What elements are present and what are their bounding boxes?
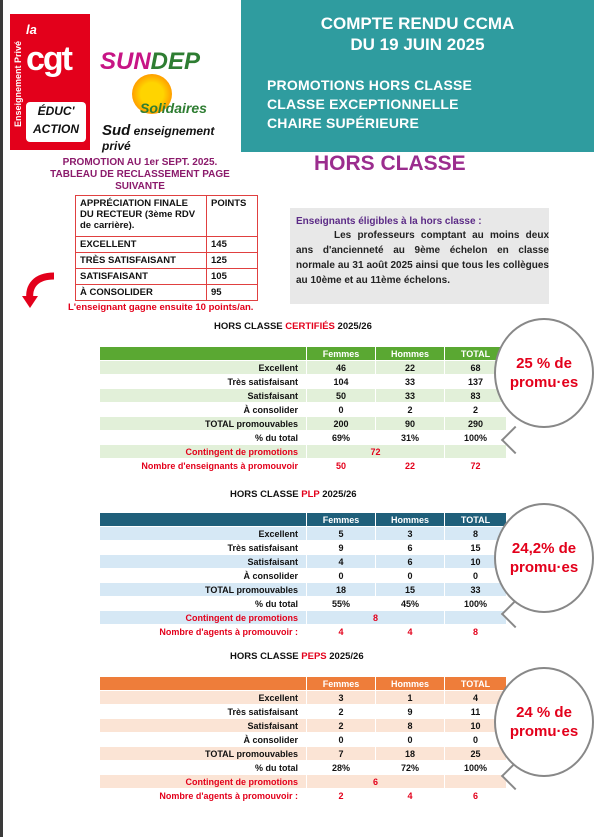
table-row: TOTAL promouvables 7 18 25 xyxy=(100,747,507,761)
table-row: TOTAL promouvables 200 90 290 xyxy=(100,417,507,431)
subtitle-hors-classe: PROMOTIONS HORS CLASSE xyxy=(267,77,473,93)
contingent-row: Contingent de promotions 6 xyxy=(100,775,507,789)
promote-row: Nombre d'agents à promouvoir : 2 4 6 xyxy=(100,789,507,803)
promotion-rate-bubble: 24 % de promu·es xyxy=(494,667,594,777)
gain-note: L'enseignant gagne ensuite 10 points/an. xyxy=(68,302,254,313)
curved-arrow-icon xyxy=(22,270,62,310)
table-row: Très satisfaisant 9 6 15 xyxy=(100,541,507,555)
promotion-stats-table xyxy=(99,676,507,803)
section-title: HORS CLASSE PEPS 2025/26 xyxy=(230,651,364,662)
table-row: Très satisfaisant 104 33 137 xyxy=(100,375,507,389)
table-row: % du total 69% 31% 100% xyxy=(100,431,507,445)
eligibility-title: Enseignants éligibles à la hors classe : xyxy=(296,216,482,227)
appreciation-points-table xyxy=(75,195,258,301)
promotion-stats-table xyxy=(99,512,507,639)
cgt-logo: Enseignement Privé la cgt ÉDUC' ACTION xyxy=(10,14,90,150)
table-row: Satisfaisant 4 6 10 xyxy=(100,555,507,569)
table-row: Excellent 46 22 68 xyxy=(100,361,507,375)
table-row: SATISFAISANT 105 xyxy=(76,269,258,285)
table-row: TRÈS SATISFAISANT 125 xyxy=(76,253,258,269)
promote-row: Nombre d'agents à promouvoir : 4 4 8 xyxy=(100,625,507,639)
table-header-row: Femmes Hommes TOTAL xyxy=(100,513,507,527)
section-title: HORS CLASSE CERTIFIÉS 2025/26 xyxy=(214,321,372,332)
table-row: Très satisfaisant 2 9 11 xyxy=(100,705,507,719)
table-row: % du total 28% 72% 100% xyxy=(100,761,507,775)
report-date: DU 19 JUIN 2025 xyxy=(350,35,485,54)
table-row: % du total 55% 45% 100% xyxy=(100,597,507,611)
table-row: Excellent 5 3 8 xyxy=(100,527,507,541)
table-row: Excellent 3 1 4 xyxy=(100,691,507,705)
contingent-row: Contingent de promotions 8 xyxy=(100,611,507,625)
cgt-side-band: Enseignement Privé xyxy=(10,14,24,150)
subtitle-classe-exceptionnelle: CLASSE EXCEPTIONNELLE xyxy=(267,96,459,112)
table-row: À consolider 0 2 2 xyxy=(100,403,507,417)
report-title: COMPTE RENDU CCMA xyxy=(320,14,515,33)
subtitle-chaire-superieure: CHAIRE SUPÉRIEURE xyxy=(267,115,419,131)
table-header-row: Femmes Hommes TOTAL xyxy=(100,347,507,361)
contingent-row: Contingent de promotions 72 xyxy=(100,445,507,459)
table-row: EXCELLENT 145 xyxy=(76,237,258,253)
hors-classe-title: HORS CLASSE xyxy=(314,152,466,175)
table-row: TOTAL promouvables 18 15 33 xyxy=(100,583,507,597)
educ-action-badge: ÉDUC' ACTION xyxy=(26,102,86,142)
promotion-rate-bubble: 25 % de promu·es xyxy=(494,318,594,428)
eligibility-text: Les professeurs comptant au moins deux ans d'ancienneté au 9ème échelon en classe normale au 31 août 2025 ainsi que tous les collègues au 10ème et au 11ème échelons. xyxy=(296,230,549,286)
table-row: Satisfaisant 2 8 10 xyxy=(100,719,507,733)
eligibility-box xyxy=(290,208,549,304)
section-title: HORS CLASSE PLP 2025/26 xyxy=(230,489,357,500)
table-row: APPRÉCIATION FINALE DU RECTEUR (3ème RDV de carrière). POINTS xyxy=(76,196,258,237)
promotion-stats-table xyxy=(99,346,507,473)
table-header-row: Femmes Hommes TOTAL xyxy=(100,677,507,691)
promotion-rate-bubble: 24,2% de promu·es xyxy=(494,503,594,613)
table-row: À consolider 0 0 0 xyxy=(100,733,507,747)
table-row: Satisfaisant 50 33 83 xyxy=(100,389,507,403)
promote-row: Nombre d'enseignants à promouvoir 50 22 72 xyxy=(100,459,507,473)
sundep-logo: SUNDEP Solidaires Sud enseignement privé xyxy=(100,48,215,153)
page-edge xyxy=(0,0,3,837)
promotion-note: PROMOTION AU 1er SEPT. 2025. TABLEAU DE RECLASSEMENT PAGE SUIVANTE xyxy=(50,157,230,192)
table-row: À CONSOLIDER 95 xyxy=(76,285,258,301)
table-row: À consolider 0 0 0 xyxy=(100,569,507,583)
